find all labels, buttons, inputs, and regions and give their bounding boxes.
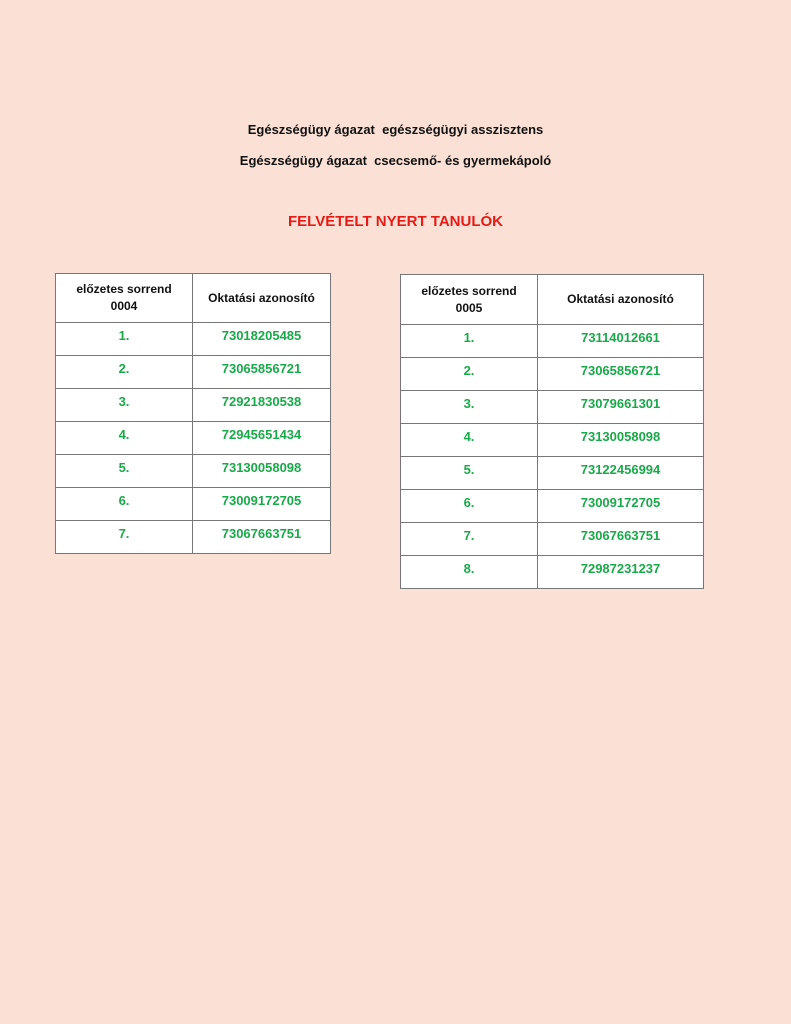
rank-cell: 1. [401, 325, 538, 358]
rank-cell: 1. [56, 323, 193, 356]
heading-line-2: Egészségügy ágazat csecsemő- és gyermekápoló [239, 153, 552, 168]
rank-cell: 3. [401, 391, 538, 424]
header-rank-label: előzetes sorrend [421, 283, 517, 298]
table-row [401, 523, 704, 556]
results-table-0004 [55, 273, 331, 554]
table-row [56, 455, 331, 488]
rank-cell: 8. [401, 556, 538, 589]
table-header-row [56, 274, 331, 323]
id-cell: 73009172705 [538, 490, 704, 523]
rank-cell: 6. [56, 488, 193, 521]
id-cell: 73130058098 [538, 424, 704, 457]
id-cell: 73079661301 [538, 391, 704, 424]
header-rank-label: előzetes sorrend [76, 282, 172, 296]
rank-cell: 3. [56, 389, 193, 422]
id-cell: 73065856721 [538, 358, 704, 391]
header-rank-code: 0004 [110, 299, 138, 313]
rank-cell: 4. [401, 424, 538, 457]
header-rank [401, 275, 538, 325]
table-row [56, 488, 331, 521]
table-row [401, 556, 704, 589]
page-title: FELVÉTELT NYERT TANULÓK [288, 213, 503, 230]
id-cell: 73009172705 [193, 488, 331, 521]
id-cell: 73114012661 [538, 325, 704, 358]
rank-cell: 2. [56, 356, 193, 389]
table-row [56, 356, 331, 389]
table-row [401, 358, 704, 391]
rank-cell: 6. [401, 490, 538, 523]
id-cell: 73067663751 [538, 523, 704, 556]
header-id: Oktatási azonosító [538, 275, 704, 325]
id-cell: 72987231237 [538, 556, 704, 589]
header-id: Oktatási azonosító [193, 274, 331, 323]
table-row [401, 457, 704, 490]
table-row [401, 424, 704, 457]
id-cell: 73065856721 [193, 356, 331, 389]
table-row [401, 325, 704, 358]
rank-cell: 5. [401, 457, 538, 490]
rank-cell: 7. [56, 521, 193, 554]
header-rank-code: 0005 [455, 300, 483, 315]
id-cell: 73067663751 [193, 521, 331, 554]
table-row [56, 323, 331, 356]
rank-cell: 7. [401, 523, 538, 556]
rank-cell: 2. [401, 358, 538, 391]
table-row [56, 521, 331, 554]
table-row [56, 389, 331, 422]
id-cell: 72945651434 [193, 422, 331, 455]
table-row [401, 391, 704, 424]
table-header-row [401, 275, 704, 325]
table-row [401, 490, 704, 523]
rank-cell: 4. [56, 422, 193, 455]
rank-cell: 5. [56, 455, 193, 488]
results-table-0005 [400, 274, 704, 589]
table-row [56, 422, 331, 455]
id-cell: 73130058098 [193, 455, 331, 488]
id-cell: 73018205485 [193, 323, 331, 356]
id-cell: 73122456994 [538, 457, 704, 490]
heading-line-1: Egészségügy ágazat egészségügyi asszisztens [247, 122, 544, 137]
header-rank [56, 274, 193, 323]
id-cell: 72921830538 [193, 389, 331, 422]
